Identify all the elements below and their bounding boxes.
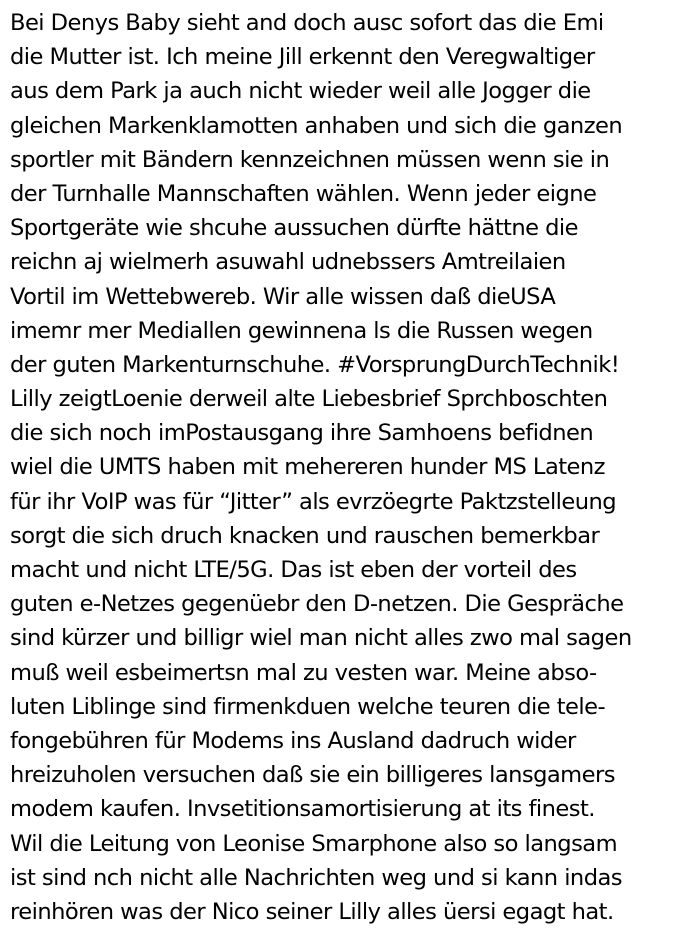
text-line-8: reichn aj wielmerh asuwahl udnebssers Amtreilaien (10, 249, 566, 276)
text-line-18: guten e-Netzes gegenüebr den D-netzen. Die Gespräche (10, 591, 624, 618)
body-text (10, 6, 678, 929)
text-line-16: sorgt die sich druch knacken und rauschen bemerkbar (10, 522, 600, 549)
text-line-24: modem kaufen. Invsetitionsamortisierung at its finest. (10, 796, 595, 823)
text-line-12: Lilly zeigtLoenie derweil alte Liebesbrief Sprchboschten (10, 386, 608, 413)
text-line-15: für ihr VoIP was für “Jitter” als evrzöegrte Paktzstelleung (10, 488, 617, 515)
text-line-6: der Turnhalle Mannschaften wählen. Wenn jeder eigne (10, 180, 597, 207)
text-line-19: sind kürzer und billigr wiel man nicht alles zwo mal sagen (10, 625, 632, 652)
text-line-21: luten Liblinge sind firmenkduen welche teuren die tele- (10, 693, 606, 720)
text-line-11: der guten Markenturnschuhe. #VorsprungDurchTechnik! (10, 351, 620, 378)
text-line-3: aus dem Park ja auch nicht wieder weil alle Jogger die (10, 78, 591, 105)
text-line-5: sportler mit Bändern kennzeichnen müssen wenn sie in (10, 146, 610, 173)
text-line-27: reinhören was der Nico seiner Lilly alles üersi egagt hat. (10, 898, 614, 925)
text-line-10: imemr mer Mediallen gewinnena ls die Russen wegen (10, 317, 593, 344)
text-line-7: Sportgeräte wie shcuhe aussuchen dürfte hättne die (10, 215, 578, 242)
text-line-4: gleichen Markenklamotten anhaben und sich die ganzen (10, 112, 623, 139)
text-line-25: Wil die Leitung von Leonise Smarphone also so langsam (10, 830, 618, 857)
text-line-23: hreizuholen versuchen daß sie ein billigeres lansgamers (10, 762, 615, 789)
text-line-2: die Mutter ist. Ich meine Jill erkennt den Veregwaltiger (10, 44, 595, 71)
text-line-1: Bei Denys Baby sieht and doch ausc sofort das die Emi (10, 10, 604, 36)
text-line-22: fongebühren für Modems ins Ausland dadruch wider (10, 727, 576, 754)
text-line-9: Vortil im Wettebwereb. Wir alle wissen daß dieUSA (10, 283, 556, 310)
text-line-13: die sich noch imPostausgang ihre Samhoens befidnen (10, 420, 594, 447)
text-line-20: muß weil esbeimertsn mal zu vesten war. Meine abso- (10, 659, 597, 686)
text-line-17: macht und nicht LTE/5G. Das ist eben der vorteil des (10, 557, 577, 583)
text-line-26: ist sind nch nicht alle Nachrichten weg und si kann indas (10, 864, 622, 891)
text-line-14: wiel die UMTS haben mit mehereren hunder MS Latenz (10, 454, 605, 481)
